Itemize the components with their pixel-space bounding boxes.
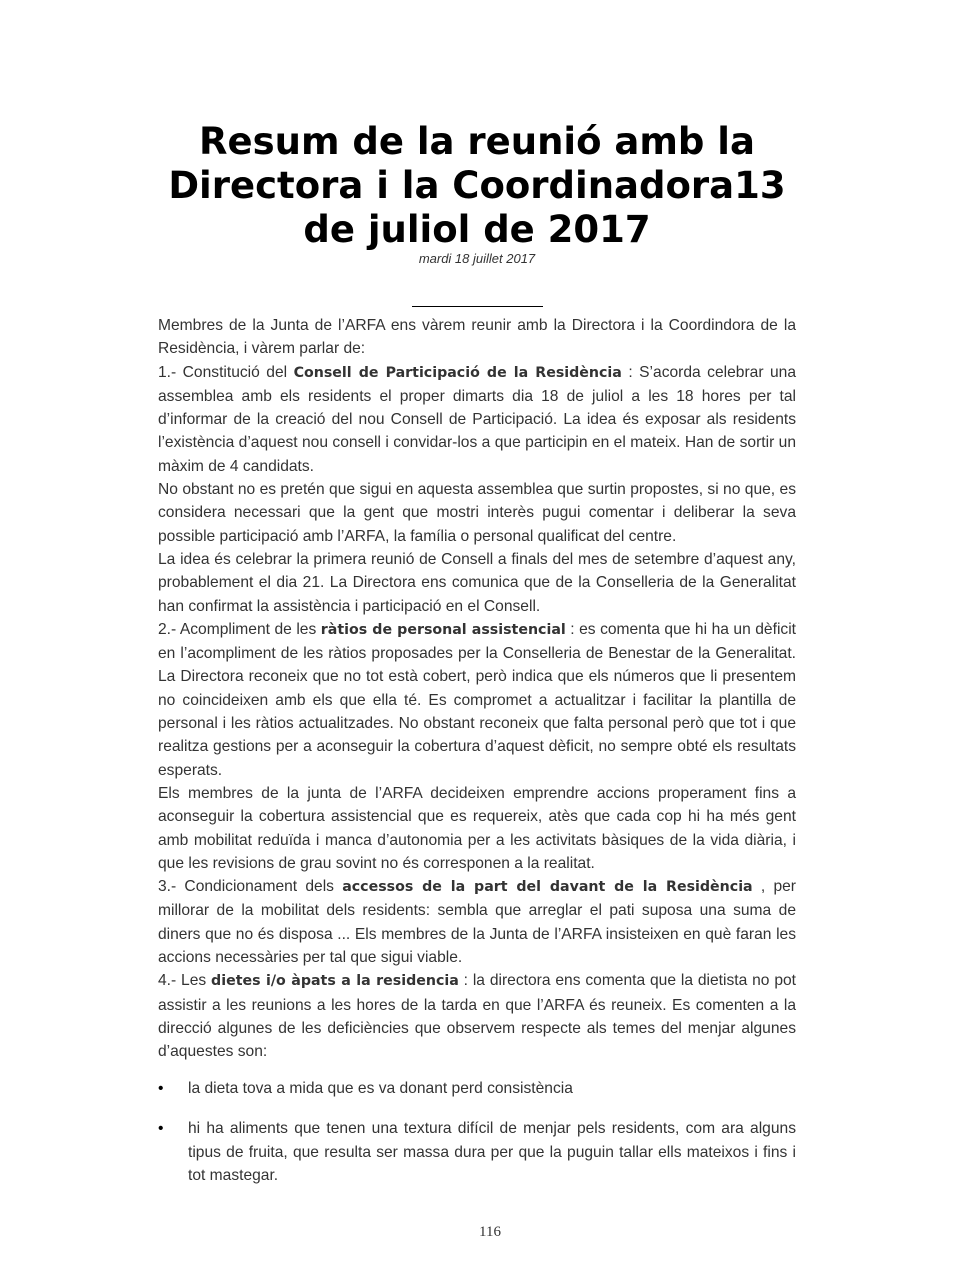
list-item bbox=[158, 1117, 796, 1187]
document-body bbox=[158, 314, 796, 1064]
paragraph-item-1-cont-b bbox=[158, 548, 796, 618]
title-line-2: Directora i la Coordinadora13 bbox=[168, 164, 786, 207]
paragraph-bold-topic: dietes i/o àpats a la residencia bbox=[211, 973, 459, 990]
paragraph-item-2-cont bbox=[158, 782, 796, 875]
title-line-1: Resum de la reunió amb la bbox=[199, 120, 755, 163]
list-item-text: hi ha aliments que tenen una textura difícil de menjar pels residents, com ara alguns tipus de fruita, que resulta ser massa dura per que la puguin tallar ells mateixos i fins i tot mastegar. bbox=[188, 1120, 796, 1184]
paragraph-text: Membres de la Junta de l’ARFA ens vàrem reunir amb la Directora i la Coordindora de la Residència, i vàrem parlar de: bbox=[158, 317, 796, 358]
paragraph-item-1 bbox=[158, 361, 796, 478]
separator-rule bbox=[412, 306, 543, 307]
paragraph-bold-topic: Consell de Participació de la Residència bbox=[293, 364, 622, 381]
document-title bbox=[150, 120, 804, 252]
paragraph-item-4 bbox=[158, 969, 796, 1063]
paragraph-intro bbox=[158, 314, 796, 361]
paragraph-text: Els membres de la junta de l’ARFA decideixen emprendre accions properament fins a aconseguir la cobertura assistencial que es requereix, atès que cada cop hi ha més gent amb mobilitat reduïda i manca d’autonomia per a les activitats bàsiques de la vida diària, i que les revisions de grau sovint no és corresponen a la realitat. bbox=[158, 784, 796, 872]
paragraph-text: : es comenta que hi ha un dèficit en l’acompliment de les ràtios proposades per la Conselleria de Benestar de la Generalitat. La Directora reconeix que no tot està cobert, però indica que els números que li presentem no coincideixen amb els que ella té. Es compromet a actualitzar i facilitar la plantilla de personal i les ràtios actualitzades. No obstant reconeix que falta personal però que tot i que realitza gestions per a aconseguir la cobertura d’aquest dèficit, no sempre obté els resultats esperats. bbox=[158, 620, 796, 779]
paragraph-bold-topic: ràtios de personal assistencial bbox=[320, 621, 566, 638]
paragraph-text: 4.- Les bbox=[158, 972, 212, 990]
bullet-list bbox=[158, 1077, 796, 1187]
paragraph-text: No obstant no es pretén que sigui en aquesta assemblea que surtin propostes, si no que, es considera necessari que la gent que mostri interès pugui comentar i deliberar la seva possible participació amb l’ARFA, la família o personal qualificat del centre. bbox=[158, 481, 796, 545]
paragraph-text: : S’acorda celebrar una assemblea amb els residents el proper dimarts dia 18 de juliol a les 18 hores per tal d’informar de la creació del nou Consell de Participació. La idea és exposar als residents l’existència d’aquest nou consell i convidar-los a que participin en el mateix. Han de sortir un màxim de 4 candidats. bbox=[158, 363, 797, 475]
paragraph-item-1-cont-a bbox=[158, 478, 796, 548]
paragraph-text: 1.- Constitució del bbox=[158, 363, 294, 381]
document-date: mardi 18 juillet 2017 bbox=[418, 251, 536, 266]
paragraph-item-2 bbox=[158, 618, 796, 782]
bullet-icon: • bbox=[158, 1080, 164, 1097]
list-item-text: la dieta tova a mida que es va donant perd consistència bbox=[188, 1080, 573, 1097]
paragraph-bold-topic: accessos de la part del davant de la Residència bbox=[342, 879, 753, 896]
paragraph-text: La idea és celebrar la primera reunió de Consell a finals del mes de setembre d’aquest any, probablement el dia 21. La Directora ens comunica que de la Conselleria de la Generalitat han confirmat la assistència i participació en el Consell. bbox=[158, 550, 796, 615]
paragraph-text: : la directora ens comenta que la dietista no pot assistir a les reunions a les hores de la tarda en que l’ARFA és reuneix. Es comenten a la direcció algunes de les deficiències que observem respecte als temes del menjar algunes d’aquestes son: bbox=[158, 972, 796, 1061]
paragraph-item-3 bbox=[158, 875, 796, 969]
paragraph-text: 2.- Acompliment de les bbox=[158, 620, 321, 638]
title-line-3: de juliol de 2017 bbox=[303, 208, 651, 251]
page-number: 116 bbox=[479, 1224, 501, 1240]
paragraph-text: , per millorar de la mobilitat dels residents: sembla que arreglar el pati suposa una suma de diners que no és disposa ... Els membres de la Junta de l’ARFA insisteixen en què faran les accions necessàries per tal que sigui viable. bbox=[158, 878, 796, 967]
paragraph-text: 3.- Condicionament dels bbox=[158, 878, 343, 896]
list-item bbox=[158, 1077, 796, 1100]
bullet-icon: • bbox=[158, 1120, 164, 1138]
